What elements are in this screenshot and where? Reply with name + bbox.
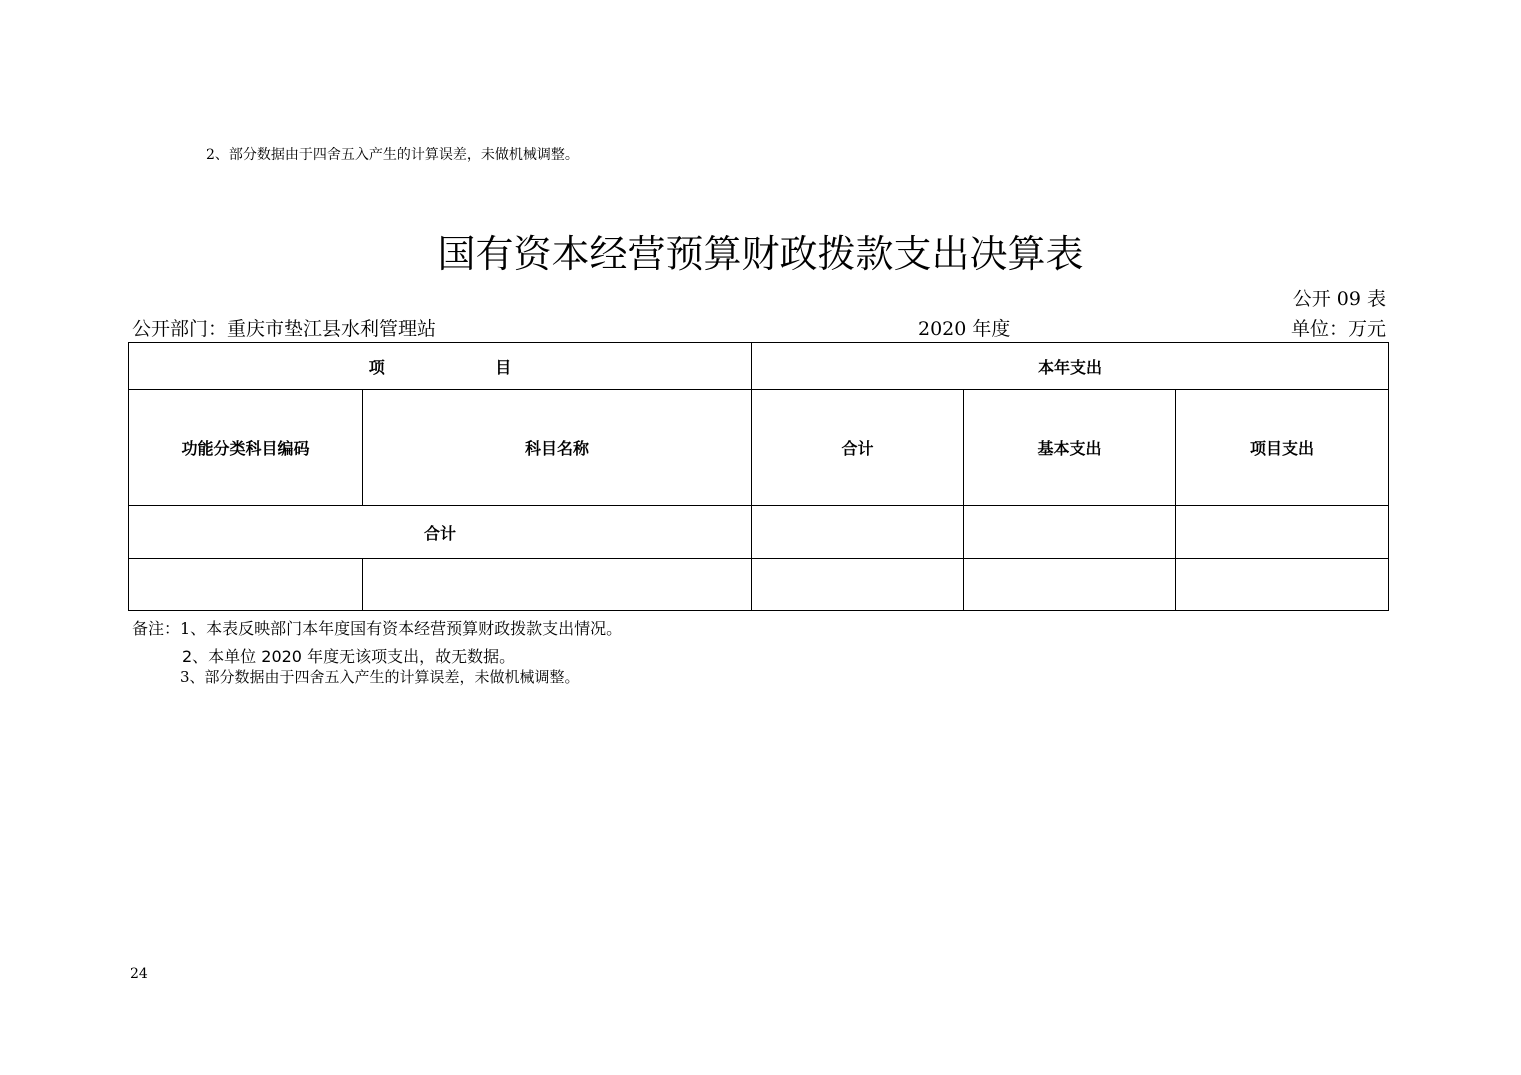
current-year-expense-header: 本年支出 [752, 343, 1389, 390]
function-code-header: 功能分类科目编码 [129, 390, 363, 506]
page-number: 24 [130, 966, 148, 982]
year-label: 2020 年度 [918, 318, 1011, 340]
row-project-expense [1176, 559, 1389, 611]
expense-table [128, 342, 1389, 611]
total-row-basic-expense [964, 506, 1176, 559]
total-row-label: 合计 [129, 506, 752, 559]
table-row [129, 559, 1389, 611]
row-basic-expense [964, 559, 1176, 611]
table-code: 公开 09 表 [1292, 288, 1386, 310]
total-row [129, 506, 1389, 559]
items-header: 项 目 [129, 343, 752, 390]
unit-label: 单位：万元 [1290, 318, 1386, 340]
subject-name-header: 科目名称 [363, 390, 752, 506]
row-function-code [129, 559, 363, 611]
top-note: 2、部分数据由于四舍五入产生的计算误差，未做机械调整。 [206, 147, 579, 163]
remark-line-3: 3、部分数据由于四舍五入产生的计算误差，未做机械调整。 [180, 668, 580, 686]
table-header-row [129, 343, 1389, 390]
total-row-project-expense [1176, 506, 1389, 559]
page-title: 国有资本经营预算财政拨款支出决算表 [437, 232, 1084, 276]
table-column-row [129, 390, 1389, 506]
remark-line-1: 备注：1、本表反映部门本年度国有资本经营预算财政拨款支出情况。 [132, 619, 623, 638]
total-header: 合计 [752, 390, 964, 506]
project-expense-header: 项目支出 [1176, 390, 1389, 506]
remark-line-2: 2、本单位 2020 年度无该项支出，故无数据。 [182, 647, 516, 666]
total-row-total [752, 506, 964, 559]
row-subject-name [363, 559, 752, 611]
basic-expense-header: 基本支出 [964, 390, 1176, 506]
department-label: 公开部门：重庆市垫江县水利管理站 [132, 318, 437, 340]
row-total [752, 559, 964, 611]
